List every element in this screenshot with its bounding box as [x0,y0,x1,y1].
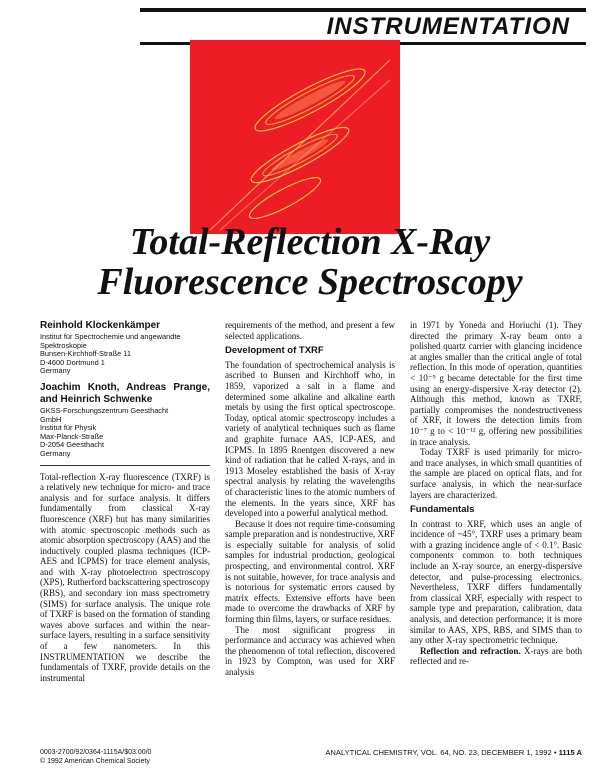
title-line-1: Total-Reflection X-Ray [129,221,491,263]
paragraph-text: X-rays are both reflected and re- [410,645,583,667]
affiliation-2: GKSS-Forschungszentrum Geesthacht GmbH Institut für Physik Max-Planck-Straße D-2054 Geesthacht Germany [40,405,169,458]
paragraph: The most significant progress in performance and accuracy was achieved when the phenomenon of total reflection, discovered in 1923 by Compton, was used for XRF analysis [225,624,395,677]
section-heading-development: Development of TXRF [225,345,324,357]
divider [40,465,210,466]
author-1: Reinhold Klockenkämper [40,320,161,331]
author-2: Joachim Knoth, Andreas Prange, and Heinrich Schwenke [40,381,210,405]
cover-figure [190,40,400,234]
footer-copyright [40,748,151,766]
section-title: INSTRUMENTATION [326,13,570,40]
bullet: • [553,748,557,757]
article-code: 0003-2700/92/0364-1115A/$03.00/0 [40,749,152,756]
abstract: Total-reflection X-ray fluorescence (TXRF) is a relatively new technique for micro- and trace analysis and for surface analysis. It differs fundamentally from classical X-ray fluorescence (XRF) but has many similarities with atomic spectroscopic methods such as atomic absorption spectroscopy (AAS) and the inductively coupled plasma techniques (ICP-AES and ICPMS) for trace element analysis, and with X-ray photoelectron spectroscopy (XPS), Rutherford backscattering spectroscopy (RBS), and secondary ion mass spectrometry (SIMS) for surface analysis. The unique role of TXRF is based on the formation of standing waves above surfaces and within the near-surface layers, resulting in a surface sensitivity of a few nanometers. In this INSTRUMENTATION we describe the fundamentals of TXRF, provide details on the instrumental [40,471,210,683]
column-1 [40,320,210,683]
title-line-2: Fluorescence Spectroscopy [97,261,523,303]
journal-citation: ANALYTICAL CHEMISTRY, VOL. 64, NO. 23, DECEMBER 1, 1992 [325,748,552,757]
column-2 [225,320,395,678]
run-in-heading: Reflection and refraction. [420,645,521,656]
page-number: 1115 A [558,748,582,757]
paragraph [410,646,582,667]
paragraph: In contrast to XRF, which uses an angle of incidence of ~45°, TXRF uses a primary beam with a grazing incidence angle of < 0.1°. Basic components common to both techniques include an X-ray source, an energy-dispersive detector, and pulse-processing electronics. Nevertheless, TXRF differs fundamentally from classical XRF, especially with respect to sample type and preparation, calibration, data analysis, and detection performance; it is more similar to AAS, XPS, RBS, and SIMS than to any other X-ray spectrometric technique. [410,518,582,646]
intro-continued: requirements of the method, and present a few selected applications. [225,320,395,341]
copyright-line: © 1992 American Chemical Society [40,758,150,765]
section-heading-fundamentals: Fundamentals [410,504,475,516]
reflection-waves-illustration [190,40,400,234]
footer-journal [300,748,582,757]
article-title [60,222,560,302]
paragraph: Today TXRF is used primarily for micro- and trace analyses, in which small quantities of the sample are placed on optical flats, and for surface analysis, in which the near-surface layers are characterized. [410,447,582,500]
paragraph: The foundation of spectrochemical analysis is ascribed to Bunsen and Kirchhoff who, in 1859, vaporized a salt in a flame and determined some alkaline and alkaline earth metals by using the first optical spectroscope. Today, optical atomic spectroscopy includes a variety of analytical techniques such as flame and graphite furnace AAS, ICP-AES, and ICPMS. In 1895 Roentgen discovered a new kind of radiation that he called X-rays, and in 1913 Moseley established the basis of X-ray spectral analysis by relating the wavelengths of characteristic lines to the atomic numbers of the elements. In the years since, XRF has developed into a powerful analytical method. [225,359,395,519]
affiliation-1: Institut für Spectrochemie und angewandte Spektroskopie Bunsen-Kirchhoff-Straße 11 D-4600 Dortmund 1 Germany [40,332,181,376]
paragraph: Because it does not require time-consuming sample preparation and is nondestructive, XRF is especially suitable for analysis of solid samples for industrial production, geological prospecting, and environmental control. XRF is not suitable, however, for trace analysis and is notorious for systematic errors caused by matrix effects. Extensive efforts have been made to overcome the drawbacks of XRF by forming thin films, layers, or surface residues. [225,518,395,625]
column-3 [410,320,582,667]
paragraph: in 1971 by Yoneda and Horiuchi (1). They directed the primary X-ray beam onto a polished quartz carrier with glancing incidence at angles smaller than the critical angle of total reflection. In this mode of operation, quantities < 10⁻⁹ g became detectable for the first time using an energy-dispersive X-ray detector (2). Although this method, known as TXRF, partially compromises the nondestructiveness of XRF, it lowers the detection limits from 10⁻⁷ g to < 10⁻¹² g, offering new possibilities in trace analysis. [410,320,582,447]
